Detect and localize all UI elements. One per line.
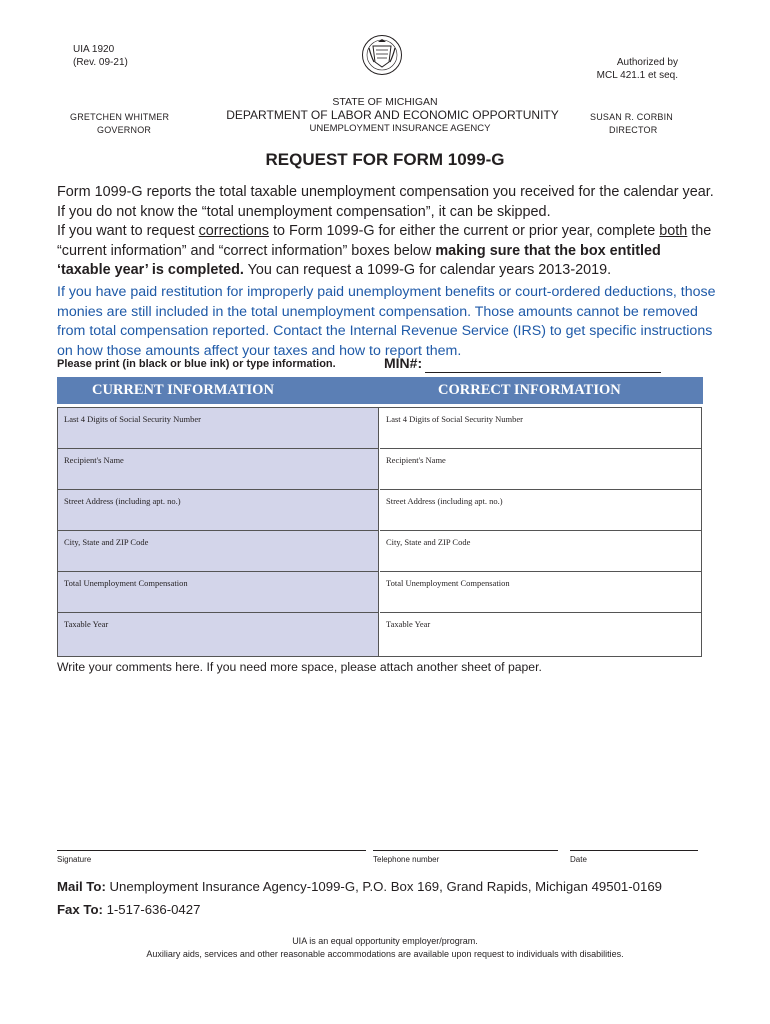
correct-taxable-year-field[interactable] <box>380 613 701 656</box>
form-id: UIA 1920 <box>73 44 115 55</box>
director-name: SUSAN R. CORBIN <box>590 112 674 122</box>
authorized-statute: MCL 421.1 et seq. <box>596 70 678 81</box>
intro-text <box>57 183 717 281</box>
field-label: Taxable Year <box>386 619 431 629</box>
field-label: Last 4 Digits of Social Security Number <box>386 414 523 424</box>
correct-compensation-field[interactable] <box>380 572 701 613</box>
page-title: REQUEST FOR FORM 1099-G <box>265 150 505 169</box>
field-label: Recipient's Name <box>386 455 446 465</box>
footer-eeo: UIA is an equal opportunity employer/program. <box>292 936 478 946</box>
comments-prompt: Write your comments here. If you need more space, please attach another sheet of paper. <box>57 660 542 674</box>
current-name-field[interactable] <box>58 449 379 490</box>
field-label: City, State and ZIP Code <box>64 537 149 547</box>
field-label: City, State and ZIP Code <box>386 537 471 547</box>
correct-information-header: CORRECT INFORMATION <box>438 382 621 398</box>
intro-p2-a: If you want to request <box>57 223 199 239</box>
print-instruction: Please print (in black or blue ink) or type information. <box>57 358 336 370</box>
telephone-label: Telephone number <box>373 855 440 864</box>
form-revision: (Rev. 09-21) <box>73 57 128 68</box>
min-input[interactable] <box>425 372 661 373</box>
field-label: Taxable Year <box>64 619 109 629</box>
intro-bold-note: making sure that the box entitled ‘taxable year’ is completed. <box>57 242 661 278</box>
current-city-field[interactable] <box>58 531 379 572</box>
director-title: DIRECTOR <box>609 125 658 135</box>
field-label: Recipient's Name <box>64 455 124 465</box>
fax-to <box>57 902 200 917</box>
authorized-by: Authorized by <box>616 57 678 68</box>
governor-title: GOVERNOR <box>97 125 152 135</box>
signature-line[interactable] <box>57 850 366 851</box>
restitution-note: If you have paid restitution for improperly paid unemployment benefits or court-ordered deductions, those monies are still included in the total unemployment compensation. Those amounts cannot be removed from total compensation reported. Contact the Internal Revenue Service (IRS) to get specific instructions on how those amounts affect your taxes and how to report them. <box>57 284 716 359</box>
current-address-field[interactable] <box>58 490 379 531</box>
intro-corrections: corrections <box>198 223 269 239</box>
footer-accommodations: Auxiliary aids, services and other reasonable accommodations are available upon request to individuals with disabilities. <box>146 949 624 959</box>
mail-to <box>57 879 662 894</box>
correct-name-field[interactable] <box>380 449 701 490</box>
michigan-seal-icon <box>361 34 403 76</box>
department-name: DEPARTMENT OF LABOR AND ECONOMIC OPPORTUNITY <box>226 108 559 122</box>
intro-p1: Form 1099-G reports the total taxable unemployment compensation you received for the calendar year. If you do not know the “total unemployment compensation”, it can be skipped. <box>57 184 714 220</box>
date-label: Date <box>570 855 587 864</box>
state-name: STATE OF MICHIGAN <box>332 96 438 108</box>
intro-p2-d: You can request a 1099-G for calendar years 2013-2019. <box>243 262 612 278</box>
correct-city-field[interactable] <box>380 531 701 572</box>
date-line[interactable] <box>570 850 698 851</box>
correct-ssn-field[interactable] <box>380 408 701 449</box>
current-taxable-year-field[interactable] <box>58 613 379 656</box>
field-label: Street Address (including apt. no.) <box>386 496 503 506</box>
signature-label: Signature <box>57 855 92 864</box>
fax-to-number: 1-517-636-0427 <box>102 902 201 917</box>
mail-to-label: Mail To: <box>57 879 106 894</box>
field-label: Total Unemployment Compensation <box>386 578 510 588</box>
current-ssn-field[interactable] <box>58 408 379 449</box>
intro-both: both <box>659 223 688 239</box>
agency-name: UNEMPLOYMENT INSURANCE AGENCY <box>309 123 491 134</box>
field-label: Total Unemployment Compensation <box>64 578 188 588</box>
comments-area[interactable] <box>57 678 703 843</box>
information-table <box>57 407 702 657</box>
min-label: MIN#: <box>384 355 423 371</box>
intro-p2-b: to Form 1099-G for either the current or prior year, complete <box>268 223 660 239</box>
telephone-line[interactable] <box>373 850 558 851</box>
current-compensation-field[interactable] <box>58 572 379 613</box>
current-information-header: CURRENT INFORMATION <box>92 382 274 398</box>
governor-name: GRETCHEN WHITMER <box>70 112 170 122</box>
correct-address-field[interactable] <box>380 490 701 531</box>
intro-p2-c: the “current information” and “correct information” boxes below <box>57 223 712 259</box>
mail-to-address: Unemployment Insurance Agency-1099-G, P.O. Box 169, Grand Rapids, Michigan 49501-0169 <box>105 879 662 894</box>
field-label: Last 4 Digits of Social Security Number <box>64 414 201 424</box>
field-label: Street Address (including apt. no.) <box>64 496 181 506</box>
fax-to-label: Fax To: <box>57 902 103 917</box>
